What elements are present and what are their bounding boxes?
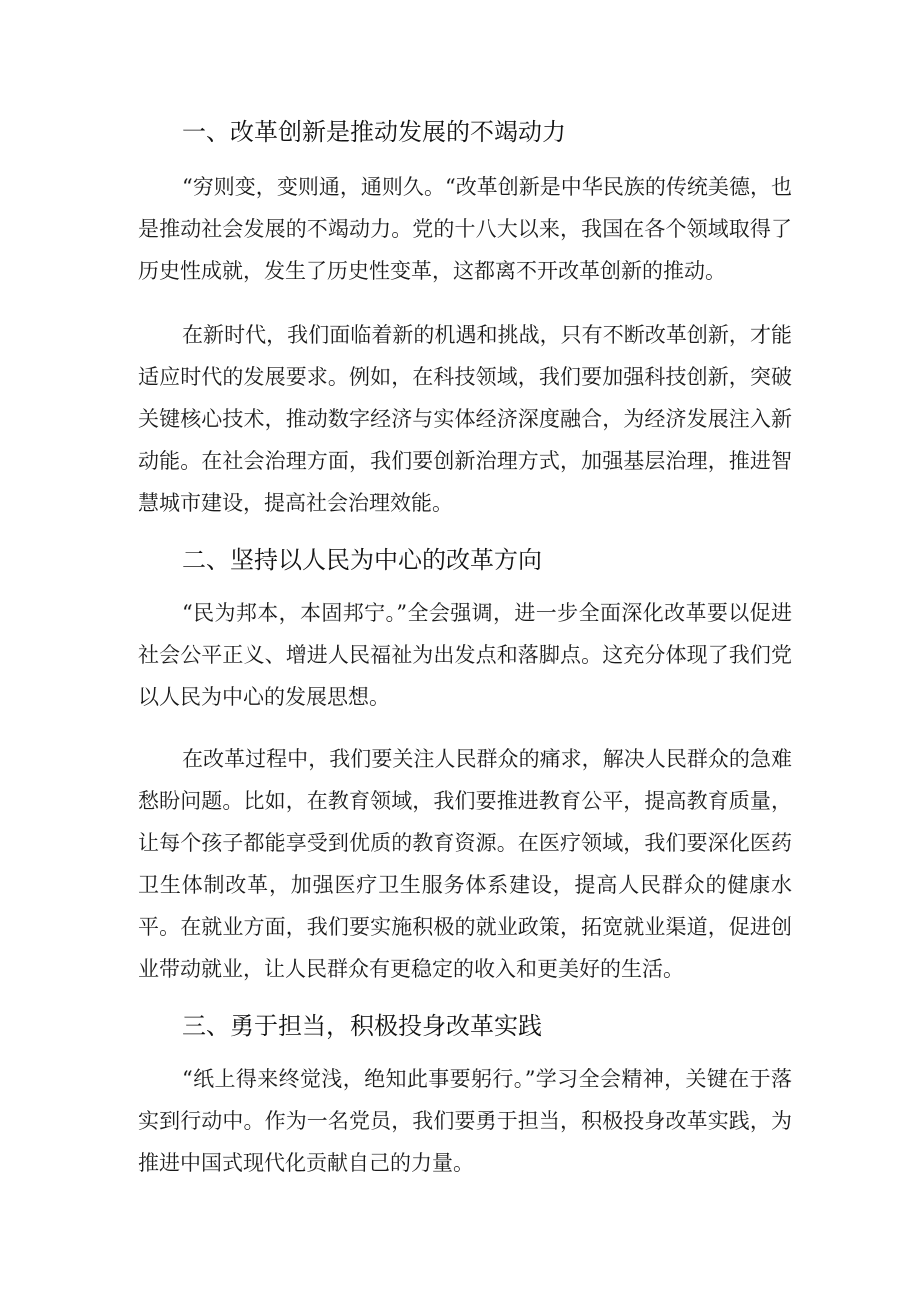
section-2-heading: 二、坚持以人民为中心的改革方向 <box>182 546 542 574</box>
section-1-paragraph-2: 在新时代，我们面临着新的机遇和挑战，只有不断改革创新，才能适应时代的发展要求。例如，在科技领域，我们要加强科技创新，突破关键核心技术，推动数字经济与实体经济深度融合，为经济发展注入新动能。在社会治理方面，我们要创新治理方式，加强基层治理，推进智慧城市建设，提高社会治理效能。 <box>138 323 792 515</box>
section-2-paragraph-1: “民为邦本，本固邦宁。”全会强调，进一步全面深化改革要以促进社会公平正义、增进人民福祉为出发点和落脚点。这充分体现了我们党以人民为中心的发展思想。 <box>138 601 792 709</box>
section-1-heading: 一、改革创新是推动发展的不竭动力 <box>182 118 566 146</box>
section-1-paragraph-1: “穷则变，变则通，通则久。“改革创新是中华民族的传统美德，也是推动社会发展的不竭动力。党的十八大以来，我国在各个领域取得了历史性成就，发生了历史性变革，这都离不开改革创新的推动。 <box>138 175 792 283</box>
section-3-paragraph-1: “纸上得来终觉浅，绝知此事要躬行。”学习全会精神，关键在于落实到行动中。作为一名党员，我们要勇于担当，积极投身改革实践，为推进中国式现代化贡献自己的力量。 <box>138 1067 792 1175</box>
section-2-paragraph-2: 在改革过程中，我们要关注人民群众的痛求，解决人民群众的急难愁盼问题。比如，在教育领域，我们要推进教育公平，提高教育质量，让每个孩子都能享受到优质的教育资源。在医疗领域，我们要深化医药卫生体制改革，加强医疗卫生服务体系建设，提高人民群众的健康水平。在就业方面，我们要实施积极的就业政策，拓宽就业渠道，促进创业带动就业，让人民群众有更稳定的收入和更美好的生活。 <box>138 747 792 981</box>
section-3-heading: 三、勇于担当，积极投身改革实践 <box>182 1012 542 1040</box>
